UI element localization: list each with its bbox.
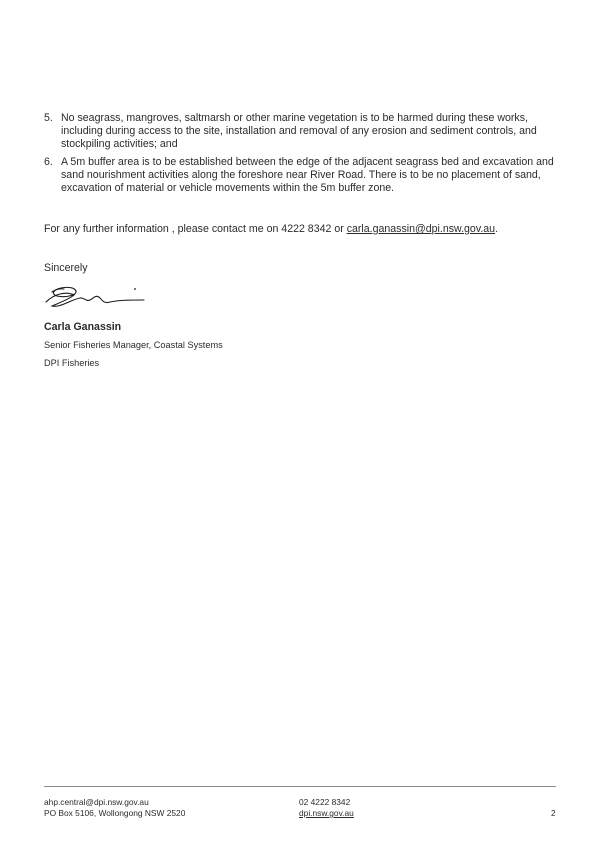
footer-divider — [44, 786, 556, 787]
conditions-list — [44, 112, 556, 199]
list-item-number: 6. — [44, 155, 53, 168]
signatory-organisation: DPI Fisheries — [44, 358, 100, 368]
contact-paragraph — [44, 223, 498, 236]
list-item-text: A 5m buffer area is to be established between the edge of the adjacent seagrass bed and excavation and sand nourishment activities along the foreshore near River Road. There is to be no placement of sand, excavation of material or vehicle movements within the 5m buffer zone. — [61, 155, 554, 195]
page-number: 2 — [551, 808, 556, 818]
footer-address: PO Box 5106, Wollongong NSW 2520 — [44, 808, 186, 818]
footer-website-link[interactable]: dpi.nsw.gov.au — [299, 808, 354, 818]
signatory-title: Senior Fisheries Manager, Coastal Systems — [44, 340, 223, 350]
list-item-number: 5. — [44, 112, 53, 124]
contact-suffix: . — [495, 223, 499, 235]
contact-text: For any further information , please contact me on 4222 8342 or — [44, 223, 347, 235]
footer-phone: 02 4222 8342 — [299, 797, 351, 807]
list-item-text: No seagrass, mangroves, saltmarsh or other marine vegetation is to be harmed during these works, including during access to the site, installation and removal of any erosion and sediment controls, and stockpiling activities; and — [61, 112, 537, 151]
handwritten-signature — [40, 278, 155, 316]
closing-salutation: Sincerely — [44, 262, 88, 274]
list-item — [44, 112, 556, 152]
list-item — [44, 156, 556, 196]
footer-email: ahp.central@dpi.nsw.gov.au — [44, 797, 149, 807]
email-link[interactable]: carla.ganassin@dpi.nsw.gov.au — [346, 223, 496, 235]
signatory-name: Carla Ganassin — [44, 321, 122, 333]
